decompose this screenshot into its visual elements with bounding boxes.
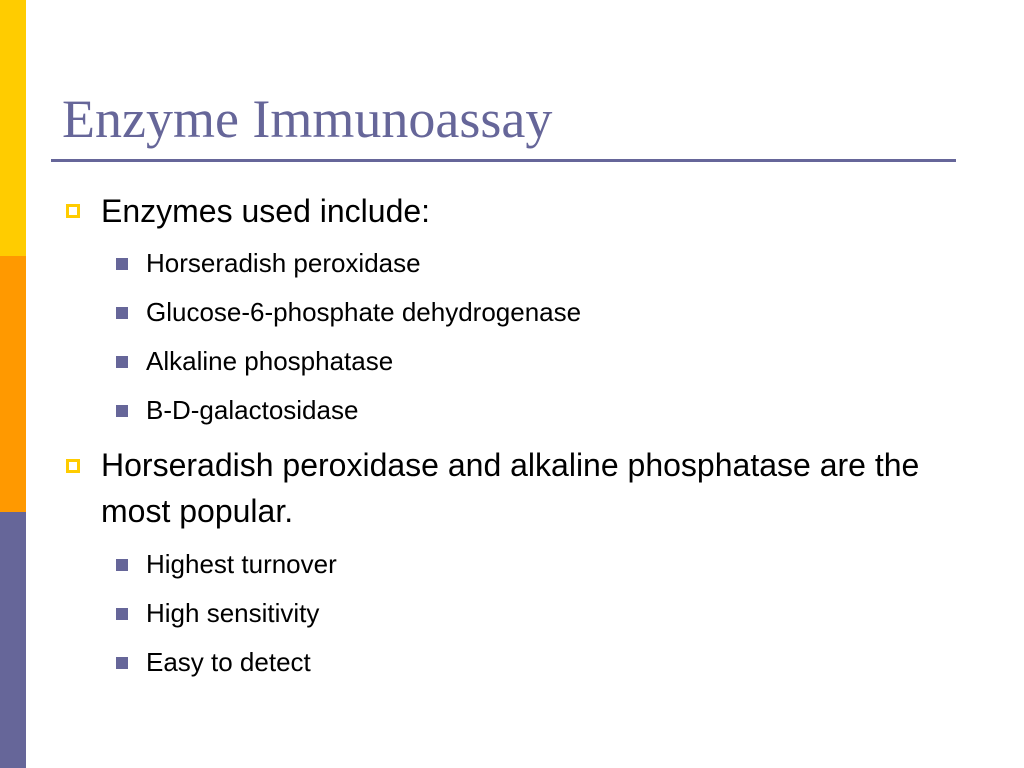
square-bullet-icon [116,356,128,368]
slide-title: Enzyme Immunoassay [62,89,553,149]
square-bullet-icon [116,307,128,319]
subitem-alkaline-phosphatase: Alkaline phosphatase [146,346,394,376]
square-bullet-icon [116,405,128,417]
square-bullet-icon [116,258,128,270]
subitem-b-d-galactosidase: B-D-galactosidase [146,395,359,425]
subitem-glucose-6-phosphate: Glucose-6-phosphate dehydrogenase [146,297,582,327]
square-bullet-icon [116,608,128,620]
hollow-square-bullet-icon [66,459,80,473]
subitem-high-sensitivity: High sensitivity [146,598,320,628]
subitem-highest-turnover: Highest turnover [146,549,337,579]
subitem-easy-to-detect: Easy to detect [146,647,311,677]
square-bullet-icon [116,559,128,571]
subitem-horseradish-peroxidase: Horseradish peroxidase [146,248,421,278]
bullet-most-popular: Horseradish peroxidase and alkaline phosphatase are the most popular. [101,447,920,529]
bullet-enzymes-used: Enzymes used include: [101,193,431,229]
hollow-square-bullet-icon [66,204,80,218]
square-bullet-icon [116,657,128,669]
